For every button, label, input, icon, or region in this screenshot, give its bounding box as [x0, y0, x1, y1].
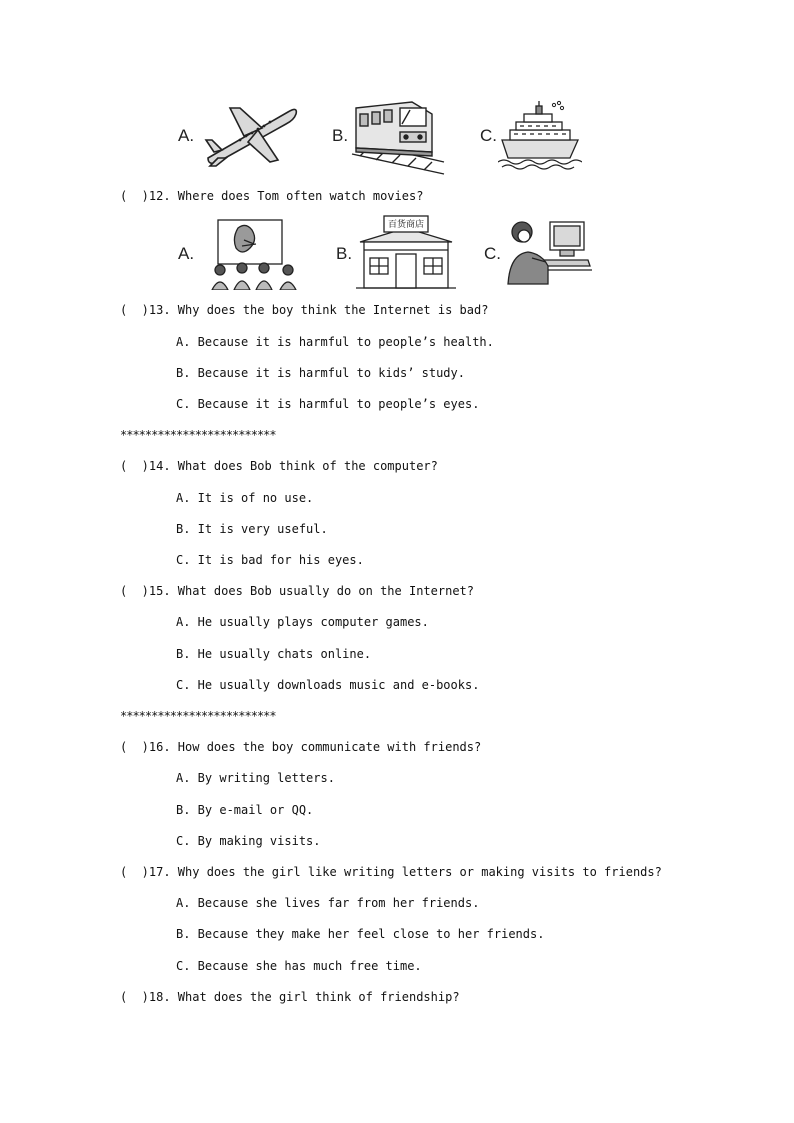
question-14: ( )14. What does Bob think of the computer? [120, 459, 438, 473]
question-12: ( )12. Where does Tom often watch movies? [120, 189, 424, 203]
airplane-icon [200, 100, 300, 170]
cinema-icon [202, 218, 302, 290]
option-16-c: C. By making visits. [176, 834, 321, 848]
option-17-a: A. Because she lives far from her friends. [176, 896, 480, 910]
option-16-a: A. By writing letters. [176, 771, 335, 785]
option-letter: A. [178, 126, 195, 145]
picture-row-transport [170, 100, 610, 180]
option-13-a: A. Because it is harmful to people’s health. [176, 335, 494, 349]
option-letter: B. [332, 126, 349, 145]
option-15-b: B. He usually chats online. [176, 647, 372, 661]
option-14-c: C. It is bad for his eyes. [176, 553, 364, 567]
store-sign-text: 百货商店 [387, 220, 424, 230]
option-15-c: C. He usually downloads music and e-books. [176, 678, 480, 692]
computer-user-icon [502, 218, 592, 288]
option-17-c: C. Because she has much free time. [176, 959, 422, 973]
option-13-c: C. Because it is harmful to people’s eyes. [176, 397, 480, 411]
question-15: ( )15. What does Bob usually do on the Internet? [120, 584, 475, 598]
option-b-picture [332, 100, 457, 180]
option-letter: C. [480, 126, 497, 145]
option-c-picture [480, 100, 610, 180]
section-separator: ************************* [120, 428, 276, 442]
ship-icon [498, 100, 582, 170]
option-14-a: A. It is of no use. [176, 491, 314, 505]
option-letter: B. [336, 244, 353, 263]
question-16: ( )16. How does the boy communicate with friends? [120, 740, 482, 754]
option-13-b: B. Because it is harmful to kids’ study. [176, 366, 465, 380]
option-16-b: B. By e-mail or QQ. [176, 803, 314, 817]
train-icon [348, 100, 448, 176]
option-15-a: A. He usually plays computer games. [176, 615, 429, 629]
question-17: ( )17. Why does the girl like writing letters or making visits to friends? [120, 865, 662, 879]
option-a-picture [178, 100, 303, 180]
option-c-picture [484, 214, 609, 294]
option-letter: C. [484, 244, 501, 263]
picture-row-places [170, 214, 610, 294]
option-b-picture [336, 214, 461, 294]
option-letter: A. [178, 244, 195, 263]
option-14-b: B. It is very useful. [176, 522, 328, 536]
option-17-b: B. Because they make her feel close to her friends. [176, 927, 545, 941]
section-separator: ************************* [120, 709, 276, 723]
question-18: ( )18. What does the girl think of friendship? [120, 990, 460, 1004]
question-13: ( )13. Why does the boy think the Internet is bad? [120, 303, 489, 317]
option-a-picture [178, 214, 303, 294]
